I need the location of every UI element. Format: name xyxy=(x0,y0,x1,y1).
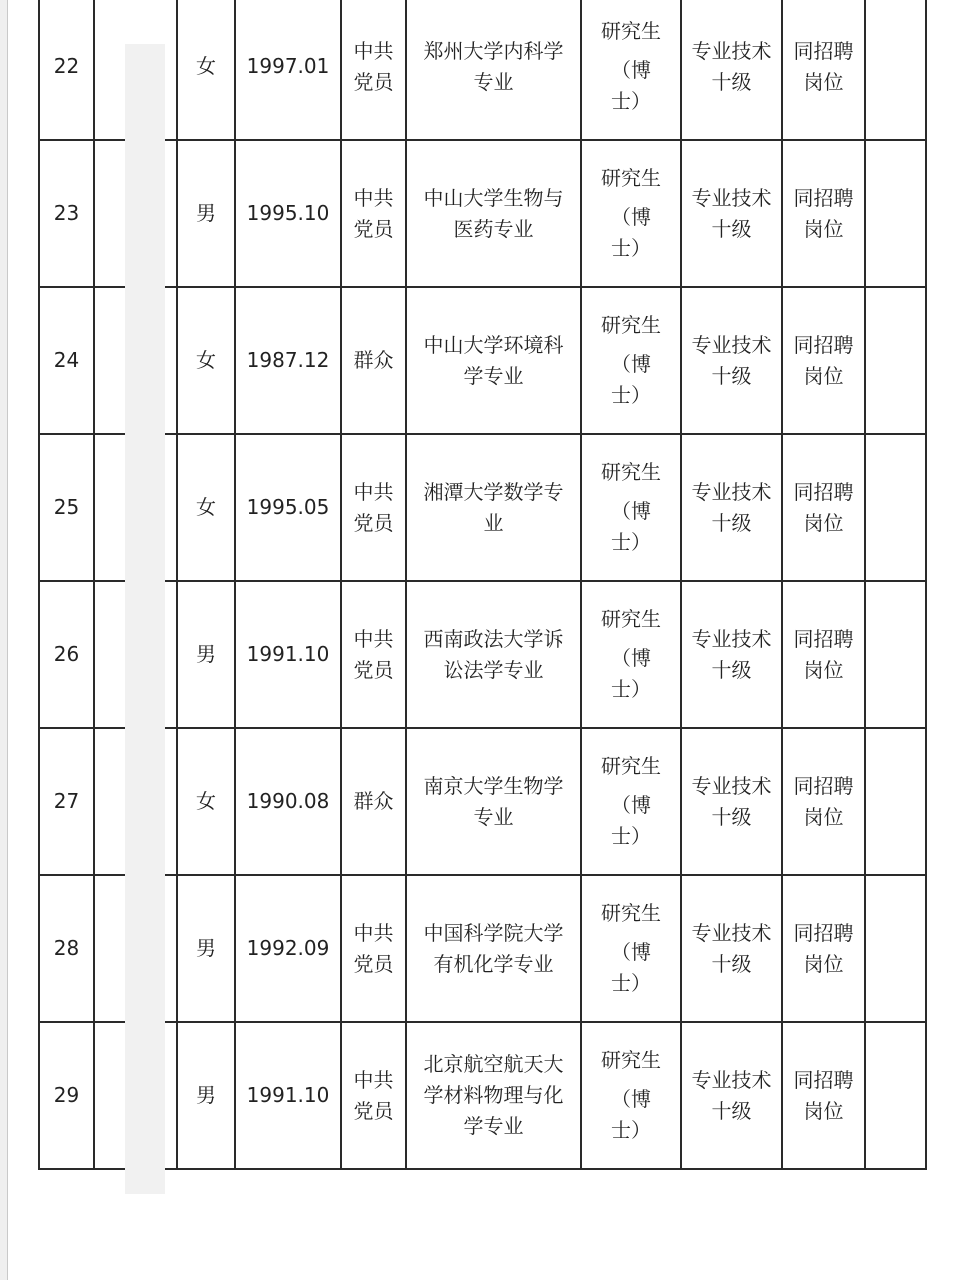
cell-post-level-line: 专业技术 xyxy=(691,332,772,357)
table-row xyxy=(39,0,926,140)
cell-post-level-line: 专业技术 xyxy=(691,1067,772,1092)
cell-political-status-line: 群众 xyxy=(353,348,394,372)
cell-remark xyxy=(782,1022,865,1169)
cell-remark xyxy=(782,875,865,1022)
cell-education-major xyxy=(406,1022,581,1169)
cell-birth-date: 1992.09 xyxy=(235,875,341,1022)
cell-degree xyxy=(581,875,681,1022)
cell-political-status xyxy=(341,581,406,728)
cell-degree-line: 研究生 xyxy=(601,460,661,484)
cell-education-major xyxy=(406,728,581,875)
table-row xyxy=(39,728,926,875)
cell-degree-line: 士） xyxy=(611,677,651,701)
cell-political-status-line: 中共 xyxy=(353,626,394,651)
cell-degree-line: 士） xyxy=(611,824,651,848)
cell-degree-line: 研究生 xyxy=(601,19,661,43)
cell-birth-date: 1991.10 xyxy=(235,1022,341,1169)
cell-degree-line: 研究生 xyxy=(601,166,661,190)
cell-political-status xyxy=(341,0,406,140)
cell-remark-line: 同招聘 xyxy=(793,920,854,945)
cell-remark xyxy=(782,434,865,581)
cell-education-major-line: 北京航空航天大 xyxy=(423,1052,564,1076)
cell-remark-line: 岗位 xyxy=(803,69,844,94)
cell-gender: 女 xyxy=(177,728,235,875)
cell-education-major-line: 专业 xyxy=(473,804,514,829)
cell-post-level-line: 十级 xyxy=(711,363,752,388)
cell-post-level-line: 专业技术 xyxy=(691,920,772,945)
cell-remark-line: 同招聘 xyxy=(793,479,854,504)
page-left-edge xyxy=(0,0,8,1280)
cell-political-status-line: 群众 xyxy=(353,789,394,813)
cell-education-major-line: 学专业 xyxy=(463,1114,524,1138)
cell-education-major-line: 中国科学院大学 xyxy=(423,920,564,945)
cell-political-status-line: 党员 xyxy=(353,951,394,976)
cell-number: 27 xyxy=(39,728,94,875)
cell-education-major xyxy=(406,140,581,287)
cell-political-status-line: 中共 xyxy=(353,38,394,63)
cell-empty xyxy=(865,1022,926,1169)
cell-degree-line: （博 xyxy=(611,58,651,82)
cell-political-status-line: 党员 xyxy=(353,657,394,682)
cell-remark xyxy=(782,0,865,140)
cell-education-major xyxy=(406,0,581,140)
cell-degree-line: 士） xyxy=(611,89,651,113)
cell-number: 29 xyxy=(39,1022,94,1169)
cell-remark-line: 同招聘 xyxy=(793,38,854,63)
cell-degree-line: （博 xyxy=(611,940,651,964)
cell-political-status xyxy=(341,728,406,875)
cell-post-level-line: 十级 xyxy=(711,657,752,682)
cell-birth-date: 1987.12 xyxy=(235,287,341,434)
cell-post-level xyxy=(681,287,782,434)
cell-education-major-line: 西南政法大学诉 xyxy=(423,626,564,651)
table-row xyxy=(39,140,926,287)
cell-post-level-line: 十级 xyxy=(711,510,752,535)
cell-political-status-line: 党员 xyxy=(353,1098,394,1123)
cell-post-level xyxy=(681,140,782,287)
cell-degree-line: （博 xyxy=(611,205,651,229)
cell-education-major-line: 中山大学环境科 xyxy=(423,332,564,357)
cell-birth-date: 1991.10 xyxy=(235,581,341,728)
cell-number: 24 xyxy=(39,287,94,434)
cell-education-major-line: 业 xyxy=(483,510,504,535)
cell-empty xyxy=(865,434,926,581)
cell-degree-line: 研究生 xyxy=(601,901,661,925)
table-body xyxy=(39,0,926,1169)
cell-remark-line: 岗位 xyxy=(803,951,844,976)
cell-remark-line: 同招聘 xyxy=(793,1067,854,1092)
cell-remark-line: 岗位 xyxy=(803,657,844,682)
cell-number: 25 xyxy=(39,434,94,581)
cell-empty xyxy=(865,140,926,287)
cell-education-major-line: 有机化学专业 xyxy=(433,951,554,976)
table-row xyxy=(39,434,926,581)
cell-post-level xyxy=(681,1022,782,1169)
cell-education-major-line: 学材料物理与化 xyxy=(423,1083,564,1107)
cell-political-status-line: 党员 xyxy=(353,510,394,535)
cell-remark-line: 同招聘 xyxy=(793,185,854,210)
cell-post-level-line: 十级 xyxy=(711,69,752,94)
cell-post-level-line: 十级 xyxy=(711,804,752,829)
cell-degree-line: 士） xyxy=(611,1118,651,1142)
cell-degree-line: 士） xyxy=(611,530,651,554)
cell-post-level-line: 专业技术 xyxy=(691,185,772,210)
cell-number: 22 xyxy=(39,0,94,140)
cell-degree-line: （博 xyxy=(611,646,651,670)
cell-remark xyxy=(782,140,865,287)
cell-degree xyxy=(581,1022,681,1169)
cell-gender: 男 xyxy=(177,1022,235,1169)
cell-degree-line: 研究生 xyxy=(601,607,661,631)
cell-education-major-line: 中山大学生物与 xyxy=(423,185,564,210)
cell-education-major xyxy=(406,581,581,728)
cell-remark-line: 岗位 xyxy=(803,363,844,388)
cell-empty xyxy=(865,728,926,875)
table-row xyxy=(39,287,926,434)
cell-remark-line: 同招聘 xyxy=(793,332,854,357)
cell-education-major-line: 学专业 xyxy=(463,363,524,388)
cell-birth-date: 1997.01 xyxy=(235,0,341,140)
cell-post-level-line: 十级 xyxy=(711,216,752,241)
cell-remark-line: 岗位 xyxy=(803,510,844,535)
cell-degree-line: 士） xyxy=(611,383,651,407)
cell-post-level-line: 专业技术 xyxy=(691,626,772,651)
cell-number: 28 xyxy=(39,875,94,1022)
cell-post-level xyxy=(681,434,782,581)
cell-post-level-line: 十级 xyxy=(711,1098,752,1123)
cell-post-level xyxy=(681,0,782,140)
cell-empty xyxy=(865,875,926,1022)
cell-education-major-line: 湘潭大学数学专 xyxy=(423,479,564,504)
cell-remark-line: 岗位 xyxy=(803,216,844,241)
cell-remark-line: 同招聘 xyxy=(793,626,854,651)
cell-gender: 男 xyxy=(177,875,235,1022)
cell-remark-line: 岗位 xyxy=(803,804,844,829)
cell-political-status-line: 党员 xyxy=(353,216,394,241)
cell-birth-date: 1995.05 xyxy=(235,434,341,581)
cell-gender: 男 xyxy=(177,140,235,287)
cell-degree xyxy=(581,140,681,287)
cell-political-status xyxy=(341,1022,406,1169)
cell-post-level-line: 专业技术 xyxy=(691,773,772,798)
cell-degree-line: （博 xyxy=(611,352,651,376)
cell-degree xyxy=(581,728,681,875)
name-redaction-overlay xyxy=(125,44,165,1194)
cell-education-major-line: 专业 xyxy=(473,69,514,94)
personnel-table xyxy=(38,0,927,1170)
cell-political-status xyxy=(341,434,406,581)
table-row xyxy=(39,581,926,728)
cell-empty xyxy=(865,581,926,728)
cell-political-status xyxy=(341,875,406,1022)
cell-post-level xyxy=(681,581,782,728)
cell-degree xyxy=(581,287,681,434)
cell-post-level-line: 十级 xyxy=(711,951,752,976)
cell-degree xyxy=(581,0,681,140)
cell-degree-line: （博 xyxy=(611,1087,651,1111)
cell-empty xyxy=(865,0,926,140)
cell-gender: 女 xyxy=(177,0,235,140)
cell-education-major-line: 南京大学生物学 xyxy=(423,773,564,798)
table-row xyxy=(39,1022,926,1169)
cell-degree-line: 研究生 xyxy=(601,313,661,337)
cell-education-major-line: 医药专业 xyxy=(453,216,534,241)
cell-empty xyxy=(865,287,926,434)
cell-political-status-line: 中共 xyxy=(353,920,394,945)
cell-birth-date: 1990.08 xyxy=(235,728,341,875)
cell-post-level-line: 专业技术 xyxy=(691,38,772,63)
cell-education-major-line: 郑州大学内科学 xyxy=(423,38,564,63)
cell-post-level xyxy=(681,875,782,1022)
cell-degree-line: （博 xyxy=(611,499,651,523)
cell-remark xyxy=(782,581,865,728)
cell-political-status-line: 中共 xyxy=(353,1067,394,1092)
cell-remark-line: 同招聘 xyxy=(793,773,854,798)
cell-degree-line: 研究生 xyxy=(601,754,661,778)
cell-gender: 女 xyxy=(177,434,235,581)
cell-gender: 男 xyxy=(177,581,235,728)
table-row xyxy=(39,875,926,1022)
cell-remark xyxy=(782,728,865,875)
cell-number: 23 xyxy=(39,140,94,287)
cell-post-level-line: 专业技术 xyxy=(691,479,772,504)
cell-post-level xyxy=(681,728,782,875)
cell-number: 26 xyxy=(39,581,94,728)
cell-education-major xyxy=(406,287,581,434)
cell-degree-line: 士） xyxy=(611,236,651,260)
cell-political-status-line: 中共 xyxy=(353,185,394,210)
cell-education-major xyxy=(406,875,581,1022)
cell-political-status xyxy=(341,140,406,287)
cell-degree xyxy=(581,581,681,728)
cell-remark xyxy=(782,287,865,434)
cell-remark-line: 岗位 xyxy=(803,1098,844,1123)
cell-political-status-line: 中共 xyxy=(353,479,394,504)
cell-degree-line: 研究生 xyxy=(601,1048,661,1072)
cell-degree xyxy=(581,434,681,581)
cell-education-major xyxy=(406,434,581,581)
cell-degree-line: 士） xyxy=(611,971,651,995)
cell-political-status xyxy=(341,287,406,434)
cell-birth-date: 1995.10 xyxy=(235,140,341,287)
cell-political-status-line: 党员 xyxy=(353,69,394,94)
cell-degree-line: （博 xyxy=(611,793,651,817)
cell-education-major-line: 讼法学专业 xyxy=(443,657,544,682)
cell-gender: 女 xyxy=(177,287,235,434)
